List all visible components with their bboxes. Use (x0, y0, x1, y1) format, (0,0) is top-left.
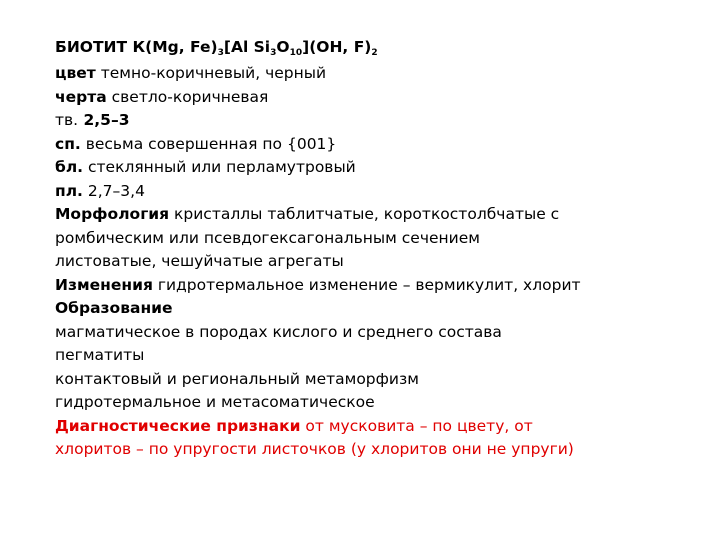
morphology-line: ромбическим или псевдогексагональным сечением (55, 228, 480, 247)
changes-label: Изменения (55, 275, 153, 294)
formula-part: O (276, 38, 290, 56)
diagnostics-label: Диагностические признаки (55, 416, 301, 435)
changes-text: гидротермальное изменение – вермикулит, хлорит (152, 275, 581, 294)
property-value: 2,7–3,4 (82, 181, 145, 200)
property-label: цвет (55, 64, 96, 82)
formula-subscript: 3 (217, 48, 224, 58)
property-value: весьма совершенная по {001} (80, 134, 337, 153)
formula-part: ](OH, F) (302, 38, 372, 56)
property-value: темно-коричневый, черный (95, 64, 327, 82)
property-value: стеклянный или перламутровый (83, 158, 356, 176)
formula-part: БИОТИТ К(Mg, Fe) (55, 38, 218, 56)
property-label: тв. (55, 111, 79, 129)
formation-line: пегматиты (55, 346, 145, 364)
property-label: черта (55, 87, 107, 106)
property-hardness (55, 109, 695, 133)
property-color (55, 62, 695, 86)
formula-subscript: 10 (289, 48, 303, 58)
diagnostics-text: от мусковита – по цвету, от (300, 416, 533, 435)
formation-line: гидротермальное и метасоматическое (55, 393, 375, 411)
diagnostics-line: хлоритов – по упругости листочков (у хлоритов они не упруги) (55, 440, 574, 458)
property-label: сп. (55, 134, 81, 153)
property-cleavage (55, 133, 695, 157)
property-luster (55, 156, 695, 180)
property-streak (55, 86, 695, 110)
formation-line: магматическое в породах кислого и среднего состава (55, 322, 502, 341)
formation-line: контактовый и региональный метаморфизм (55, 369, 419, 388)
formula-subscript: 2 (371, 48, 378, 58)
diagnostics-line (55, 415, 695, 439)
slide-content (55, 33, 695, 462)
formation-label: Образование (55, 299, 173, 317)
morphology-label: Морфология (55, 205, 170, 223)
mineral-formula-title (55, 33, 695, 61)
changes-line (55, 274, 695, 298)
property-label: пл. (55, 181, 83, 200)
property-value: 2,5–3 (78, 111, 130, 129)
morphology-line (55, 203, 695, 227)
formula-subscript: 3 (270, 48, 277, 58)
property-density (55, 180, 695, 204)
property-value: светло-коричневая (106, 87, 269, 106)
formula-part: [Al Si (223, 38, 271, 56)
property-label: бл. (55, 158, 84, 176)
morphology-line: листоватые, чешуйчатые агрегаты (55, 252, 344, 270)
morphology-text: кристаллы таблитчатые, короткостолбчатые с (169, 205, 560, 223)
